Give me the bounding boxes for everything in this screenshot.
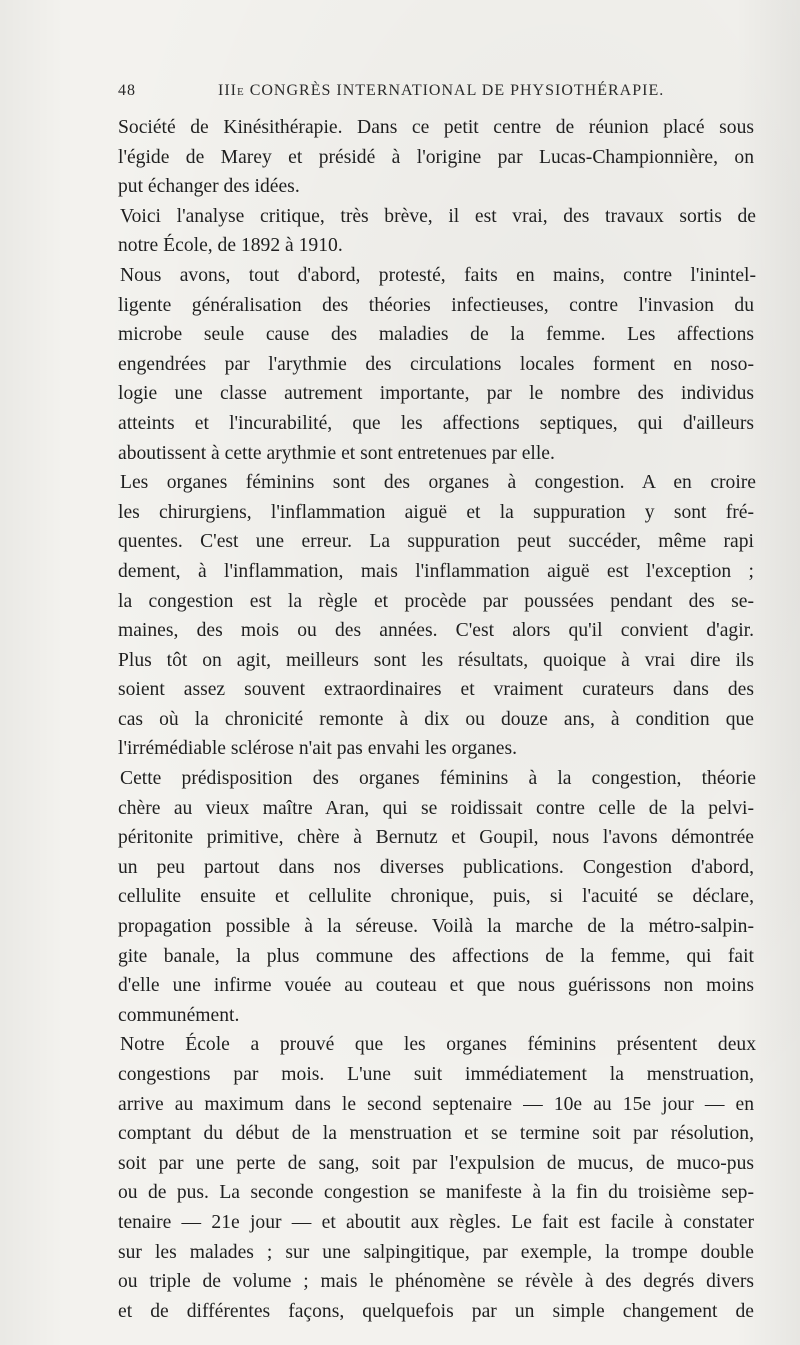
text-line: ou triple de volume ; mais le phénomène se révèle à des degrés divers (118, 1271, 754, 1293)
paragraph-2 (118, 202, 754, 261)
text-line: tenaire — 21e jour — et aboutit aux règles. Le fait est facile à constater (118, 1211, 754, 1233)
text-line: péritonite primitive, chère à Bernutz et Goupil, nous l'avons démontrée (118, 827, 754, 849)
text-line: Société de Kinésithérapie. Dans ce petit centre de réunion placé sous (118, 117, 754, 138)
text-line: quentes. C'est une erreur. La suppuration peut succéder, même rapi (118, 531, 754, 553)
text-line: aboutissent à cette arythmie et sont entretenues par elle. (118, 442, 555, 464)
text-line: comptant du début de la menstruation et se termine soit par résolution, (118, 1123, 754, 1145)
text-line: arrive au maximum dans le second septenaire — 10e au 15e jour — en (118, 1093, 754, 1115)
text-line: dement, à l'inflammation, mais l'inflammation aiguë est l'exception ; (118, 560, 754, 582)
text-line: Cette prédisposition des organes féminins à la congestion, théorie (120, 768, 756, 790)
text-line: congestions par mois. L'une suit immédiatement la menstruation, (118, 1064, 754, 1085)
text-line: sur les malades ; sur une salpingitique, par exemple, la trompe double (118, 1241, 754, 1263)
text-line: cellulite ensuite et cellulite chronique, puis, si l'acuité se déclare, (118, 886, 754, 908)
text-line: gite banale, la plus commune des affections de la femme, qui fait (118, 945, 754, 967)
text-line: un peu partout dans nos diverses publications. Congestion d'abord, (118, 856, 754, 878)
page-number: 48 (118, 82, 136, 99)
text-line: Notre École a prouvé que les organes féminins présentent deux (120, 1034, 756, 1056)
text-line: Plus tôt on agit, meilleurs sont les résultats, quoique à vrai dire ils (118, 649, 754, 671)
text-line: maines, des mois ou des années. C'est alors qu'il convient d'agir. (118, 620, 754, 642)
text-line: Nous avons, tout d'abord, protesté, faits en mains, contre l'inintel- (120, 264, 756, 286)
text-line: communément. (118, 1004, 240, 1026)
text-line: d'elle une infirme vouée au couteau et que nous guérissons non moins (118, 975, 754, 997)
text-line: l'irrémédiable sclérose n'ait pas envahi les organes. (118, 738, 517, 760)
paragraph-3 (118, 261, 754, 468)
text-line: soient assez souvent extraordinaires et vraiment curateurs dans des (118, 679, 754, 701)
text-line: ou de pus. La seconde congestion se manifeste à la fin du troisième sep- (118, 1182, 754, 1204)
paragraph-5 (118, 764, 754, 1030)
body-text (118, 113, 754, 1326)
text-line: et de différentes façons, quelquefois par un simple changement de (118, 1300, 754, 1322)
text-line: la congestion est la règle et procède par poussées pendant des se- (118, 590, 754, 612)
text-line: microbe seule cause des maladies de la femme. Les affections (118, 324, 754, 346)
paragraph-4 (118, 468, 754, 764)
text-line: l'égide de Marey et présidé à l'origine par Lucas-Championnière, on (118, 146, 754, 168)
text-line: notre École, de 1892 à 1910. (118, 235, 343, 257)
paragraph-1 (118, 113, 754, 202)
paragraph-6 (118, 1030, 754, 1326)
text-line: ligente généralisation des théories infectieuses, contre l'invasion du (118, 294, 754, 316)
text-line: Les organes féminins sont des organes à congestion. A en croire (120, 472, 756, 494)
text-line: soit par une perte de sang, soit par l'expulsion de mucus, de muco-pus (118, 1152, 754, 1174)
text-line: les chirurgiens, l'inflammation aiguë et la suppuration y sont fré- (118, 501, 754, 523)
text-line: logie une classe autrement importante, par le nombre des individus (118, 383, 754, 405)
text-line: cas où la chronicité remonte à dix ou douze ans, à condition que (118, 708, 754, 730)
text-line: put échanger des idées. (118, 176, 300, 198)
text-line: engendrées par l'arythmie des circulations locales forment en noso- (118, 353, 754, 375)
text-line: Voici l'analyse critique, très brève, il est vrai, des travaux sortis de (120, 205, 756, 227)
text-line: chère au vieux maître Aran, qui se roidissait contre celle de la pelvi- (118, 797, 754, 819)
text-line: propagation possible à la séreuse. Voilà la marche de la métro-salpin- (118, 916, 754, 938)
running-title: IIIe CONGRÈS INTERNATIONAL DE PHYSIOTHÉRAPIE. (218, 82, 665, 99)
text-line: atteints et l'incurabilité, que les affections septiques, qui d'ailleurs (118, 412, 754, 434)
